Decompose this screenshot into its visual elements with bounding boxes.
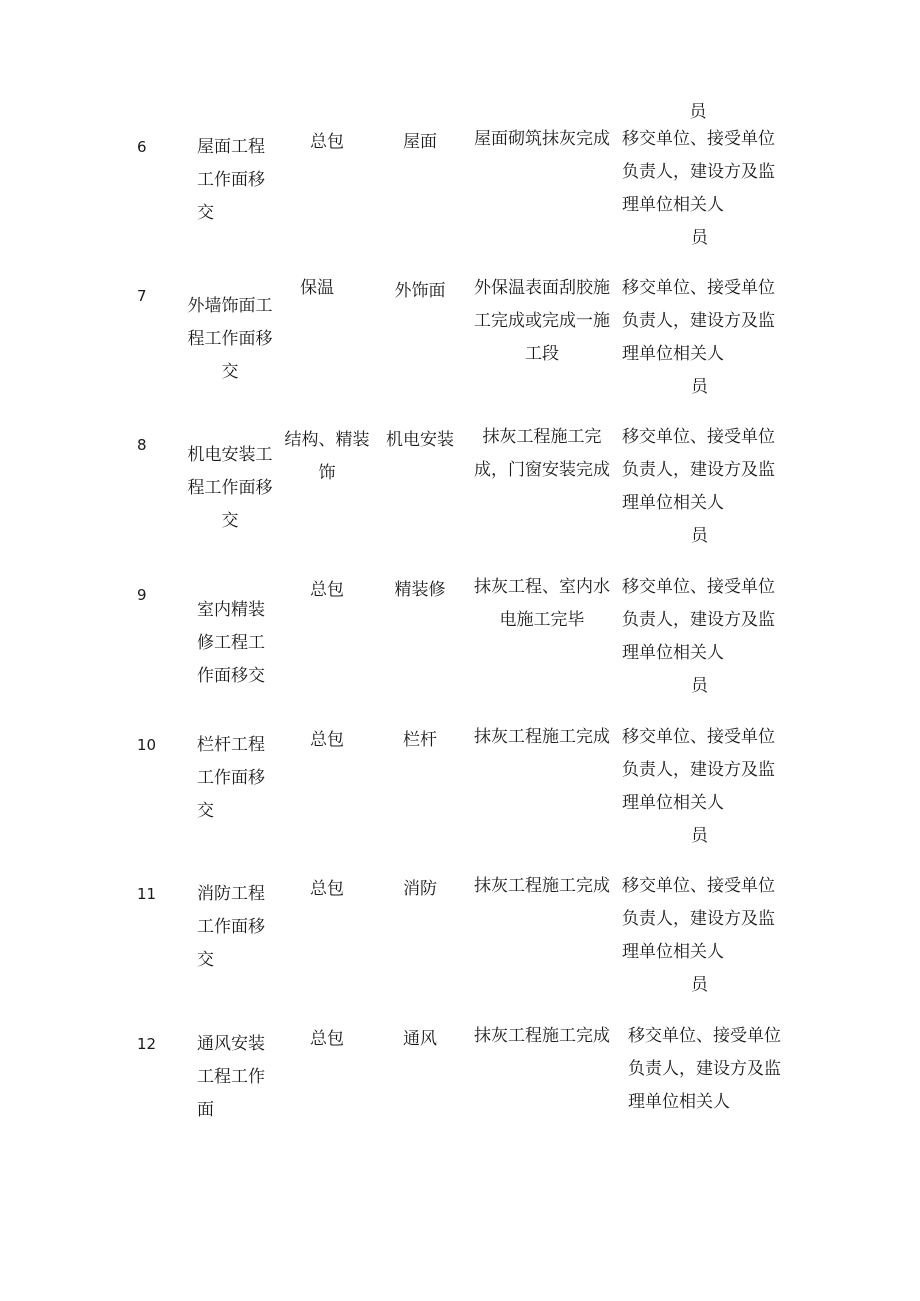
item-name: 栏杆工程工作面移交	[197, 735, 265, 821]
attending-people-last: 员	[691, 526, 708, 546]
handover-condition: 抹灰工程施工完成	[474, 727, 610, 747]
handover-condition: 抹灰工程、室内水电施工完毕	[474, 577, 610, 630]
carried-over-text: 员	[689, 102, 707, 122]
attending-people-last: 员	[691, 826, 708, 846]
attending-people-main: 移交单位、接受单位负责人，建设方及监理单位相关人	[622, 427, 775, 513]
row-number: 8	[137, 436, 147, 454]
item-name: 室内精装修工程工作面移交	[197, 600, 265, 686]
table-row	[0, 1025, 920, 1165]
handover-party: 结构、精装饰	[284, 430, 370, 483]
table-row	[0, 576, 920, 716]
handover-condition: 外保温表面刮胶施工完成或完成一施工段	[474, 278, 610, 364]
handover-party: 总包	[310, 132, 344, 152]
handover-party: 总包	[310, 730, 344, 750]
attending-people	[622, 721, 777, 853]
row-number: 10	[137, 736, 157, 754]
attending-people-last: 员	[691, 377, 708, 397]
item-name: 消防工程工作面移交	[197, 884, 265, 970]
table-row	[0, 875, 920, 1015]
attending-people	[622, 123, 777, 255]
attending-people-main: 移交单位、接受单位负责人，建设方及监理单位相关人	[622, 876, 775, 962]
handover-condition: 屋面砌筑抹灰完成	[474, 129, 610, 149]
item-name: 通风安装工程工作面	[197, 1034, 265, 1120]
handover-part: 外饰面	[394, 281, 446, 301]
handover-part: 通风	[403, 1029, 437, 1049]
handover-party: 保温	[300, 278, 334, 298]
row-number: 7	[137, 287, 147, 305]
handover-party: 总包	[310, 879, 344, 899]
row-number: 6	[137, 138, 147, 156]
attending-people-last: 员	[691, 228, 708, 248]
attending-people-last: 员	[691, 676, 708, 696]
table-row	[0, 277, 920, 417]
row-number: 9	[137, 586, 147, 604]
handover-condition: 抹灰工程施工完成	[474, 1026, 610, 1046]
table-row	[0, 128, 920, 268]
handover-part: 屋面	[403, 132, 437, 152]
attending-people-main: 移交单位、接受单位负责人，建设方及监理单位相关人	[622, 278, 775, 364]
handover-part: 栏杆	[403, 730, 437, 750]
attending-people-main: 移交单位、接受单位负责人，建设方及监理单位相关人	[622, 727, 775, 813]
attending-people	[622, 272, 777, 404]
handover-part: 机电安装	[386, 430, 454, 450]
handover-party: 总包	[310, 1029, 344, 1049]
row-number: 12	[137, 1035, 157, 1053]
item-name: 屋面工程工作面移交	[197, 137, 265, 223]
attending-people	[622, 571, 777, 703]
handover-party: 总包	[310, 580, 344, 600]
handover-part: 精装修	[394, 580, 446, 600]
attending-people-main: 移交单位、接受单位负责人，建设方及监理单位相关人	[628, 1026, 781, 1112]
table-row	[0, 426, 920, 566]
handover-part: 消防	[403, 879, 437, 899]
attending-people	[622, 870, 777, 1002]
table-row	[0, 726, 920, 866]
row-number: 11	[137, 885, 157, 903]
item-name: 外墙饰面工程工作面移交	[187, 296, 273, 382]
handover-condition: 抹灰工程施工完成	[474, 876, 610, 896]
handover-condition: 抹灰工程施工完成，门窗安装完成	[474, 427, 610, 480]
attending-people-last: 员	[691, 975, 708, 995]
attending-people	[628, 1020, 783, 1119]
item-name: 机电安装工程工作面移交	[187, 445, 273, 531]
attending-people-main: 移交单位、接受单位负责人，建设方及监理单位相关人	[622, 577, 775, 663]
attending-people	[622, 421, 777, 553]
attending-people-main: 移交单位、接受单位负责人，建设方及监理单位相关人	[622, 129, 775, 215]
